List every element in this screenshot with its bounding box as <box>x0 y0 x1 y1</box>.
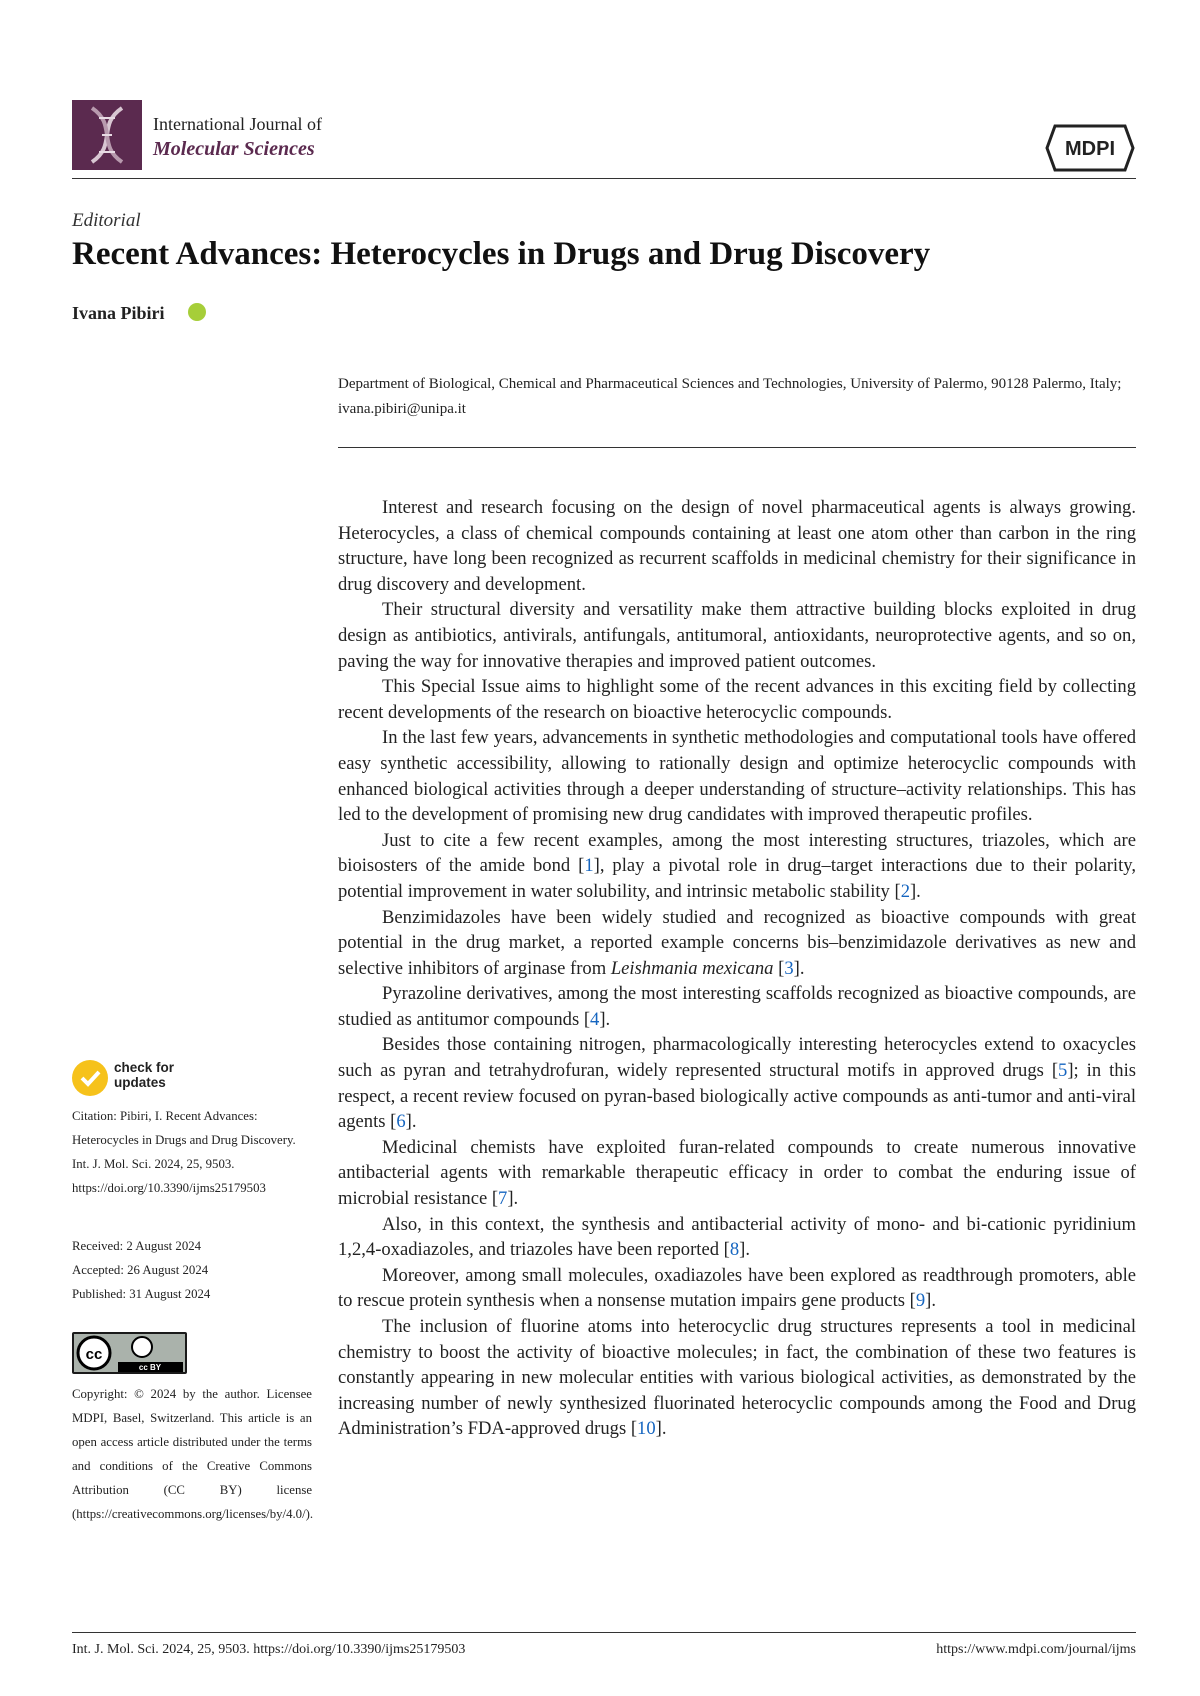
journal-name-line2: Molecular Sciences <box>153 138 315 160</box>
reference-link[interactable]: 1 <box>584 855 594 877</box>
paragraph-text: Moreover, among small molecules, oxadiazoles have been explored as readthrough promoters, able to rescue protein synthesis when a nonsense mutation impairs gene products [ <box>338 1264 1136 1312</box>
reference-link[interactable]: 8 <box>729 1239 740 1261</box>
mdpi-logo-text: MDPI <box>1065 138 1115 160</box>
header-divider <box>72 178 1136 179</box>
species-name: Leishmania mexicana <box>610 957 774 979</box>
paragraph-text: Just to cite a few recent examples, among the most interesting structures, triazoles, which are bioisosters of the amide bond [ <box>338 829 1136 877</box>
reference-link[interactable]: 6 <box>396 1111 406 1133</box>
body-paragraph <box>338 1212 1136 1263</box>
body-paragraph: In the last few years, advancements in synthetic methodologies and computational tools have offered easy synthetic accessibility, allowing to rationally design and optimize heterocyclic compounds with enhanced biological activities through a deeper understanding of structure–activity relationships. This has led to the development of promising new drug candidates with improved therapeutic profiles. <box>338 727 1136 826</box>
reference-link[interactable]: 5 <box>1058 1060 1068 1082</box>
paragraph-text: Pyrazoline derivatives, among the most interesting scaffolds recognized as bioactive compounds, are studied as antitumor compounds [ <box>338 983 1136 1030</box>
publication-dates <box>72 1234 312 1306</box>
author-affiliation: Department of Biological, Chemical and Pharmaceutical Sciences and Technologies, University of Palermo, 90128 Palermo, Italy; ivana.pibiri@unipa.it <box>338 376 1122 417</box>
journal-name-line1: International Journal of <box>153 114 322 134</box>
paragraph-text: ]; in this respect, a recent review focused on pyran-based biologically active compounds as anti-tumor and anti-viral agents [ <box>338 1060 1136 1133</box>
paragraph-text: ]. <box>599 1008 611 1030</box>
article-title: Recent Advances: Heterocycles in Drugs and Drug Discovery <box>72 236 931 272</box>
body-paragraph: Interest and research focusing on the design of novel pharmaceutical agents is always growing. Heterocycles, a class of chemical compounds containing at least one atom other than carbon in the ring structure, have long been recognized as recurrent scaffolds in medicinal chemistry for their significance in drug discovery and development. <box>338 497 1136 595</box>
paragraph-text: Also, in this context, the synthesis and antibacterial activity of mono- and bi-cationic pyridinium 1,2,4-oxadiazoles, and triazoles have been reported [ <box>338 1213 1136 1261</box>
paragraph-text: Besides those containing nitrogen, pharmacologically interesting heterocycles extend to oxacycles such as pyran and tetrahydrofuran, widely represented structural motifs in approved drugs [ <box>338 1034 1136 1082</box>
received-date: Received: 2 August 2024 <box>72 1239 202 1253</box>
cc-by-license-icon[interactable] <box>72 1332 187 1374</box>
body-paragraph <box>338 905 1136 982</box>
paragraph-text: The inclusion of fluorine atoms into heterocyclic drug structures represents a tool in medicinal chemistry to boost the activity of bioactive molecules; in fact, the combination of these two features is constantly appearing in new molecular entities with various biological activities, as demonstrated by the increasing number of newly synthesized fluorinated heterocyclic compounds among the Food and Drug Administration’s FDA-approved drugs [ <box>338 1316 1136 1440</box>
body-paragraph <box>338 1032 1136 1134</box>
body-paragraph <box>338 1314 1136 1442</box>
reference-link[interactable]: 10 <box>637 1418 656 1440</box>
article-body <box>338 495 1136 1442</box>
check-for-updates-badge[interactable] <box>72 1060 192 1098</box>
body-paragraph <box>338 1135 1136 1212</box>
reference-link[interactable]: 9 <box>915 1290 926 1312</box>
paragraph-text: ]. <box>655 1418 667 1440</box>
author-name[interactable]: Ivana Pibiri <box>72 303 165 323</box>
paragraph-text: Benzimidazoles have been widely studied and recognized as bioactive compounds with great potential in the drug market, a reported example concerns bis–benzimidazole derivatives as new and selective inhibitors of arginase from <box>338 906 1136 979</box>
svg-text:cc: cc <box>85 1346 103 1363</box>
paragraph-text: Medicinal chemists have exploited furan-related compounds to create numerous innovative antibacterial agents with remarkable therapeutic efficacy in order to combat the enduring issue of microbial resistance [ <box>338 1136 1136 1210</box>
dna-icon <box>72 100 142 170</box>
body-paragraph <box>338 1263 1136 1314</box>
body-paragraph <box>338 828 1136 905</box>
accepted-date: Accepted: 26 August 2024 <box>72 1263 209 1277</box>
mdpi-logo[interactable] <box>1045 122 1135 174</box>
paragraph-text: ]. <box>925 1290 936 1312</box>
reference-link[interactable]: 2 <box>900 880 910 902</box>
paragraph-text: ]. <box>793 957 805 979</box>
body-paragraph: This Special Issue aims to highlight some of the recent advances in this exciting field by collecting recent developments of the research on bioactive heterocyclic compounds. <box>338 676 1136 723</box>
copyright-notice: Copyright: © 2024 by the author. Licensee MDPI, Basel, Switzerland. This article is an open access article distributed under the terms and conditions of the Creative Commons Attribution (CC BY) license (https://creativecommons.org/licenses/by/4.0/). <box>72 1387 314 1521</box>
article-type: Editorial <box>72 210 141 231</box>
reference-link[interactable]: 7 <box>498 1188 508 1210</box>
citation: Citation: Pibiri, I. Recent Advances: Heterocycles in Drugs and Drug Discovery. Int. J. Mol. Sci. 2024, 25, 9503. https://doi.org/10.3390/ijms25179503 <box>72 1109 296 1195</box>
paragraph-text: ]. <box>909 880 921 902</box>
footer-journal-url[interactable]: https://www.mdpi.com/journal/ijms <box>936 1642 1136 1657</box>
footer-citation[interactable]: Int. J. Mol. Sci. 2024, 25, 9503. https://doi.org/10.3390/ijms25179503 <box>72 1642 466 1657</box>
orcid-icon[interactable] <box>188 303 206 321</box>
paragraph-text: ]. <box>507 1188 519 1210</box>
journal-logo <box>72 100 142 170</box>
footer-divider <box>72 1632 1136 1633</box>
paragraph-text: [ <box>773 957 785 979</box>
cc-by-text: cc BY <box>138 1363 162 1372</box>
body-paragraph <box>338 981 1136 1032</box>
body-paragraph: Their structural diversity and versatility make them attractive building blocks exploited in drug design as antibiotics, antivirals, antifungals, antitumoral, antioxidants, neuroprotective agents, and so on, paving the way for innovative therapies and improved patient outcomes. <box>338 599 1136 672</box>
published-date: Published: 31 August 2024 <box>72 1287 211 1301</box>
check-icon <box>72 1060 108 1096</box>
affiliation-divider <box>338 447 1136 448</box>
check-for-updates-label: check for updates <box>114 1060 175 1090</box>
paragraph-text: ], play a pivotal role in drug–target interactions due to their polarity, potential improvement in water solubility, and intrinsic metabolic stability [ <box>338 855 1136 902</box>
paragraph-text: ]. <box>739 1239 750 1261</box>
reference-link[interactable]: 4 <box>590 1008 600 1030</box>
paragraph-text: ]. <box>405 1111 417 1133</box>
reference-link[interactable]: 3 <box>784 957 794 979</box>
